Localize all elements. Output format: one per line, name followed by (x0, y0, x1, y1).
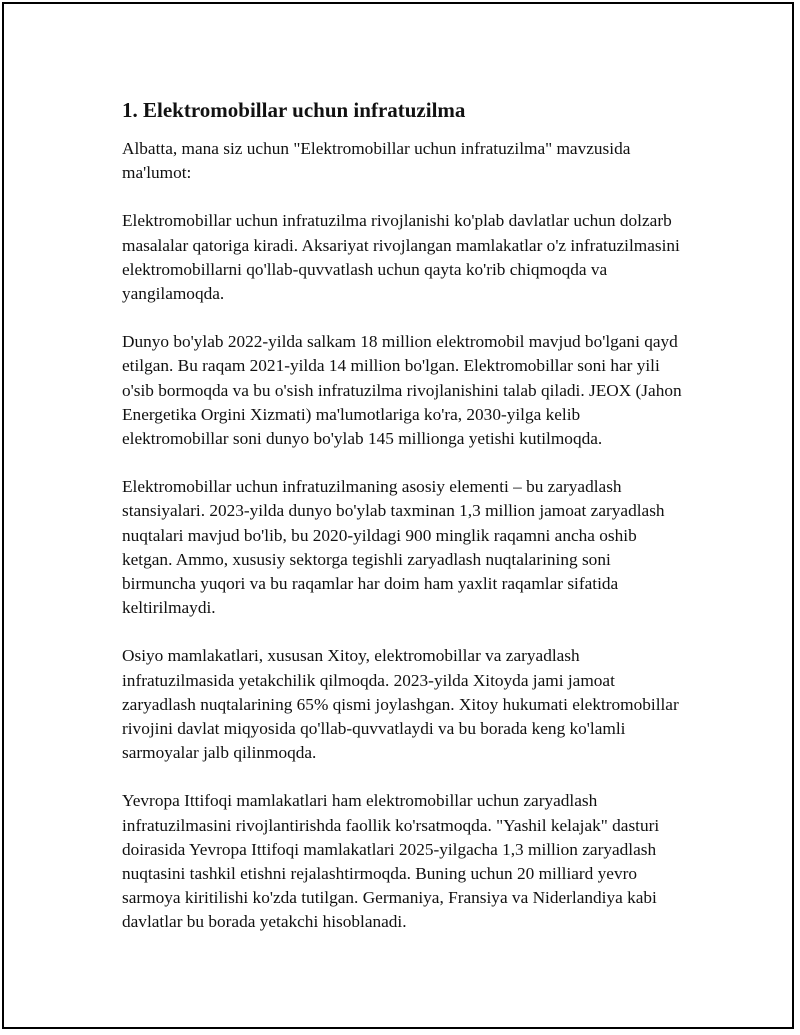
paragraph-intro: Albatta, mana siz uchun "Elektromobillar uchun infratuzilma" mavzusida ma'lumot: (122, 139, 631, 183)
paragraph-infrastructure: Elektromobillar uchun infratuzilma rivojlanishi ko'plab davlatlar uchun dolzarb masalalar qatoriga kiradi. Aksariyat rivojlangan mamlakatlar o'z infratuzilmasini elektromobillarni qo'llab-quvvatlash uchun qayta ko'rib chiqmoqda va yangilamoqda. (122, 211, 680, 304)
paragraph-charging-stations: Elektromobillar uchun infratuzilmaning asosiy elementi – bu zaryadlash stansiyalari. 2023-yilda dunyo bo'ylab taxminan 1,3 million jamoat zaryadlash nuqtalari mavjud bo'lib, bu 2020-yildagi 900 minglik raqamni ancha oshib ketgan. Ammo, xususiy sektorga tegishli zaryadlash nuqtalarining soni birmuncha yuqori va bu raqamlar har doim ham yaxlit raqamlar sifatida keltirilmaydi. (122, 477, 665, 618)
paragraph-asia: Osiyo mamlakatlari, xususan Xitoy, elektromobillar va zaryadlash infratuzilmasida yetakchilik qilmoqda. 2023-yilda Xitoyda jami jamoat zaryadlash nuqtalarining 65% qismi joylashgan. Xitoy hukumati elektromobillar rivojini davlat miqyosida qo'llab-quvvatlaydi va bu borada keng ko'lamli sarmoyalar jalb qilinmoqda. (122, 646, 679, 763)
paragraph-europe: Yevropa Ittifoqi mamlakatlari ham elektromobillar uchun zaryadlash infratuzilmasini rivojlantirishda faollik ko'rsatmoqda. "Yashil kelajak" dasturi doirasida Yevropa Ittifoqi mamlakatlari 2025-yilgacha 1,3 million zaryadlash nuqtasini tashkil etishni rejalashtirmoqda. Buning uchun 20 milliard yevro sarmoya kiritilishi ko'zda tutilgan. Germaniya, Fransiya va Niderlandiya kabi davlatlar bu borada yetakchi hisoblanadi. (122, 791, 660, 932)
document-body (122, 97, 682, 959)
page-frame (2, 2, 794, 1029)
section-heading: 1. Elektromobillar uchun infratuzilma (122, 98, 466, 122)
paragraph-world-statistics: Dunyo bo'ylab 2022-yilda salkam 18 million elektromobil mavjud bo'lgani qayd etilgan. Bu raqam 2021-yilda 14 million bo'lgan. Elektromobillar soni har yili o'sib bormoqda va bu o'sish infratuzilma rivojlanishini talab qiladi. JEOX (Jahon Energetika Orgini Xizmati) ma'lumotlariga ko'ra, 2030-yilga kelib elektromobillar soni dunyo bo'ylab 145 millionga yetishi kutilmoqda. (122, 332, 682, 449)
